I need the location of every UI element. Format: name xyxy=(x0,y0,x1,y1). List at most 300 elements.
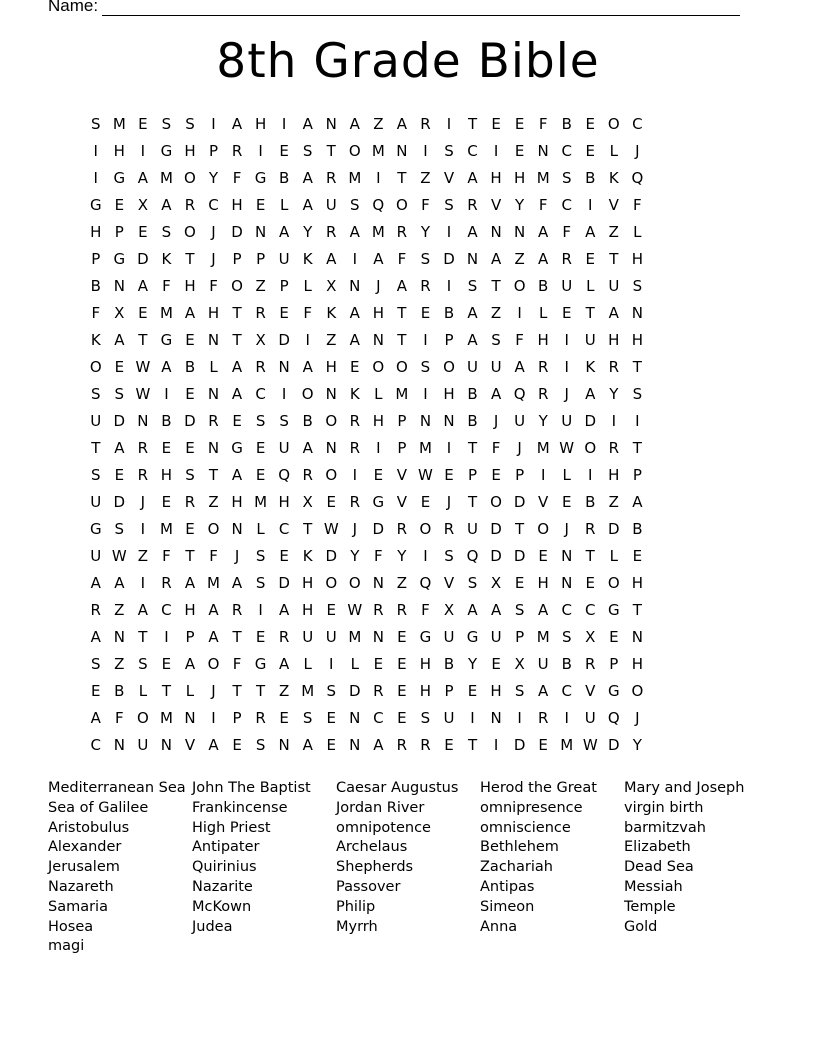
grid-letter: H xyxy=(419,682,432,700)
grid-letter: E xyxy=(326,709,336,727)
grid-letter: R xyxy=(585,655,596,673)
grid-letter: J xyxy=(564,385,569,403)
grid-letter: J xyxy=(564,520,569,538)
grid-letter: A xyxy=(467,304,478,322)
grid-letter: W xyxy=(111,547,127,565)
grid-letter: R xyxy=(231,142,243,160)
grid-letter: R xyxy=(537,709,549,727)
grid-letter: U xyxy=(443,628,455,646)
grid-letter: I xyxy=(376,169,381,187)
grid-letter: Z xyxy=(114,601,125,619)
grid-letter: B xyxy=(184,358,196,376)
grid-letter: N xyxy=(207,385,220,403)
grid-letter: I xyxy=(164,628,169,646)
grid-letter: B xyxy=(538,277,549,295)
grid-letter: G xyxy=(372,493,385,511)
grid-letter: E xyxy=(397,682,407,700)
grid-letter: U xyxy=(584,331,596,349)
grid-letter: I xyxy=(93,169,98,187)
grid-letter: L xyxy=(350,655,359,673)
grid-letter: I xyxy=(446,439,452,457)
grid-letter: N xyxy=(490,223,502,241)
grid-letter: R xyxy=(420,736,431,754)
word-list-item: barmitzvah xyxy=(624,819,706,836)
grid-letter: H xyxy=(278,493,290,511)
grid-letter: F xyxy=(232,169,242,187)
grid-letter: U xyxy=(278,439,290,457)
grid-letter: S xyxy=(255,547,266,565)
name-label: Name: xyxy=(48,0,99,15)
grid-letter: I xyxy=(211,709,216,727)
grid-letter: E xyxy=(538,736,548,754)
word-list-item: Alexander xyxy=(48,839,122,856)
grid-letter: H xyxy=(184,142,196,160)
grid-letter: F xyxy=(209,277,218,295)
grid-letter: B xyxy=(279,169,290,187)
word-list-item: Mary and Joseph xyxy=(624,780,745,796)
grid-letter: H xyxy=(372,412,384,430)
word-list-item: Shepherds xyxy=(336,859,414,876)
grid-letter: R xyxy=(302,466,313,484)
grid-letter: G xyxy=(160,142,173,160)
grid-letter: N xyxy=(325,385,337,403)
grid-letter: R xyxy=(467,196,478,214)
grid-letter: A xyxy=(349,331,360,349)
grid-letter: X xyxy=(585,628,596,646)
grid-letter: W xyxy=(418,466,433,484)
grid-letter: E xyxy=(255,628,266,646)
word-column xyxy=(192,779,336,957)
grid-letter: E xyxy=(185,520,195,538)
grid-letter: R xyxy=(396,223,408,241)
grid-letter: N xyxy=(631,628,643,646)
grid-letter: N xyxy=(231,520,243,538)
grid-letter: H xyxy=(302,574,314,592)
word-list-item: Jordan River xyxy=(336,799,425,816)
grid-letter: E xyxy=(350,358,360,376)
word-list-item: Herod the Great xyxy=(480,780,597,796)
grid-letter: R xyxy=(349,412,360,430)
grid-letter: T xyxy=(491,277,501,295)
grid-letter: T xyxy=(632,601,642,619)
grid-letter: B xyxy=(443,655,455,673)
grid-letter: I xyxy=(564,331,569,349)
grid-letter: O xyxy=(395,358,408,376)
grid-letter: A xyxy=(231,466,243,484)
grid-letter: R xyxy=(208,412,219,430)
grid-letter: S xyxy=(491,331,501,349)
grid-letter: O xyxy=(325,466,338,484)
grid-letter: M xyxy=(348,628,362,646)
grid-letter: E xyxy=(491,655,501,673)
grid-letter: B xyxy=(585,169,596,187)
grid-letter: S xyxy=(420,250,431,268)
grid-letter: D xyxy=(325,547,338,565)
grid-letter: Q xyxy=(372,196,385,214)
grid-letter: I xyxy=(423,331,428,349)
grid-letter: A xyxy=(114,439,125,457)
grid-letter: Y xyxy=(350,547,360,565)
grid-letter: Z xyxy=(608,493,619,511)
grid-letter: S xyxy=(91,115,101,133)
grid-letter: O xyxy=(419,520,432,538)
grid-letter: U xyxy=(325,196,337,214)
grid-letter: M xyxy=(348,169,362,187)
word-list-item: Anna xyxy=(480,918,518,935)
grid-letter: D xyxy=(278,331,290,349)
grid-letter: P xyxy=(279,277,289,295)
name-field xyxy=(48,0,740,16)
grid-letter: C xyxy=(467,142,478,160)
grid-letter: M xyxy=(560,736,574,754)
grid-letter: Q xyxy=(631,169,644,187)
grid-row xyxy=(84,357,649,384)
grid-letter: H xyxy=(513,169,526,187)
grid-letter: U xyxy=(561,412,573,430)
word-list-item: McKown xyxy=(192,898,252,915)
name-blank-line xyxy=(102,0,740,16)
grid-letter: E xyxy=(161,655,172,673)
grid-letter: M xyxy=(418,439,432,457)
grid-letter: O xyxy=(607,115,620,133)
word-list-item: Hosea xyxy=(48,918,94,935)
grid-letter: A xyxy=(349,223,360,241)
grid-letter: J xyxy=(234,547,240,565)
grid-letter: D xyxy=(372,520,385,538)
grid-letter: E xyxy=(420,493,431,511)
grid-letter: Q xyxy=(513,385,526,403)
grid-letter: Z xyxy=(514,250,525,268)
grid-letter: P xyxy=(515,628,525,646)
grid-letter: E xyxy=(585,115,595,133)
grid-letter: L xyxy=(138,682,148,700)
grid-letter: U xyxy=(137,736,149,754)
grid-letter: A xyxy=(396,277,408,295)
grid-letter: F xyxy=(538,115,548,133)
grid-letter: I xyxy=(140,142,146,160)
grid-letter: R xyxy=(537,385,549,403)
grid-letter: Z xyxy=(608,223,619,241)
grid-letter: S xyxy=(185,115,195,133)
grid-row xyxy=(84,681,649,708)
grid-letter: R xyxy=(373,682,384,700)
grid-letter: W xyxy=(323,520,339,538)
grid-letter: T xyxy=(467,493,478,511)
grid-letter: A xyxy=(137,277,148,295)
grid-letter: L xyxy=(633,223,642,241)
grid-letter: E xyxy=(279,142,289,160)
grid-letter: V xyxy=(443,574,455,592)
grid-letter: I xyxy=(493,142,499,160)
grid-letter: F xyxy=(232,655,242,673)
grid-letter: W xyxy=(559,439,575,457)
grid-row xyxy=(84,519,649,546)
grid-letter: U xyxy=(490,358,502,376)
grid-letter: F xyxy=(162,547,171,565)
grid-letter: U xyxy=(278,250,290,268)
grid-letter: N xyxy=(349,736,361,754)
grid-letter: E xyxy=(585,574,595,592)
grid-letter: J xyxy=(446,493,452,511)
grid-letter: C xyxy=(561,682,572,700)
grid-letter: A xyxy=(184,655,196,673)
grid-letter: W xyxy=(347,601,363,619)
grid-letter: N xyxy=(184,709,196,727)
grid-letter: M xyxy=(159,169,173,187)
grid-letter: B xyxy=(90,277,101,295)
grid-letter: X xyxy=(255,331,266,349)
grid-letter: A xyxy=(490,601,502,619)
grid-letter: D xyxy=(113,493,126,511)
grid-letter: P xyxy=(185,628,195,646)
grid-letter: D xyxy=(513,493,526,511)
grid-letter: A xyxy=(231,385,243,403)
grid-letter: D xyxy=(278,574,290,592)
grid-letter: I xyxy=(493,736,499,754)
grid-letter: A xyxy=(231,115,243,133)
grid-letter: E xyxy=(514,142,525,160)
grid-letter: O xyxy=(89,358,102,376)
grid-letter: I xyxy=(93,142,98,160)
grid-letter: U xyxy=(561,277,573,295)
grid-letter: T xyxy=(232,304,242,322)
grid-letter: Q xyxy=(607,709,620,727)
grid-letter: R xyxy=(231,601,243,619)
grid-letter: G xyxy=(607,682,620,700)
grid-letter: N xyxy=(160,736,173,754)
grid-letter: D xyxy=(443,250,455,268)
grid-letter: A xyxy=(184,304,196,322)
grid-row xyxy=(84,708,649,735)
word-list-item: omniscience xyxy=(480,819,571,836)
grid-letter: N xyxy=(631,304,643,322)
grid-letter: O xyxy=(490,493,502,511)
grid-letter: C xyxy=(373,709,384,727)
grid-letter: E xyxy=(514,115,525,133)
grid-letter: A xyxy=(585,385,596,403)
word-list-item: John The Baptist xyxy=(192,780,311,796)
grid-letter: U xyxy=(608,277,620,295)
grid-letter: L xyxy=(303,655,312,673)
grid-letter: H xyxy=(231,196,243,214)
grid-letter: Y xyxy=(467,655,478,673)
grid-letter: I xyxy=(281,385,287,403)
page-title: 8th Grade Bible xyxy=(216,34,600,89)
grid-letter: H xyxy=(537,574,549,592)
grid-row xyxy=(84,276,649,303)
word-column xyxy=(48,779,192,957)
grid-letter: F xyxy=(491,439,501,457)
grid-letter: D xyxy=(349,682,361,700)
grid-letter: Q xyxy=(466,547,479,565)
grid-letter: T xyxy=(232,331,242,349)
grid-letter: I xyxy=(611,412,617,430)
grid-letter: D xyxy=(608,736,620,754)
grid-letter: C xyxy=(255,385,266,403)
grid-letter: I xyxy=(517,304,522,322)
grid-letter: E xyxy=(161,439,172,457)
grid-letter: N xyxy=(207,439,220,457)
grid-letter: A xyxy=(208,628,219,646)
grid-letter: I xyxy=(540,466,546,484)
grid-letter: N xyxy=(561,574,573,592)
grid-letter: V xyxy=(396,466,408,484)
grid-letter: L xyxy=(374,385,383,403)
grid-letter: W xyxy=(582,736,598,754)
grid-letter: E xyxy=(632,547,643,565)
grid-letter: V xyxy=(490,196,502,214)
grid-letter: A xyxy=(585,223,596,241)
grid-letter: H xyxy=(90,223,102,241)
grid-letter: J xyxy=(376,277,381,295)
grid-letter: H xyxy=(631,250,643,268)
grid-letter: I xyxy=(588,196,593,214)
grid-letter: A xyxy=(302,115,313,133)
grid-letter: A xyxy=(326,250,337,268)
grid-letter: F xyxy=(633,196,642,214)
grid-letter: G xyxy=(607,601,620,619)
word-column xyxy=(336,779,480,957)
grid-letter: N xyxy=(466,250,479,268)
word-list-item: Nazareth xyxy=(48,878,114,895)
grid-letter: A xyxy=(231,574,243,592)
grid-letter: P xyxy=(208,142,219,160)
grid-letter: N xyxy=(137,412,149,430)
grid-letter: E xyxy=(114,358,125,376)
grid-letter: A xyxy=(302,169,313,187)
grid-letter: A xyxy=(161,196,172,214)
grid-letter: Y xyxy=(420,223,431,241)
grid-letter: O xyxy=(207,655,220,673)
grid-letter: A xyxy=(184,574,196,592)
grid-letter: S xyxy=(467,277,478,295)
grid-letter: R xyxy=(278,628,290,646)
grid-letter: X xyxy=(326,277,337,295)
grid-letter: B xyxy=(467,412,478,430)
grid-letter: B xyxy=(443,304,455,322)
grid-letter: O xyxy=(184,223,196,241)
grid-letter: N xyxy=(537,142,549,160)
grid-letter: R xyxy=(396,520,408,538)
grid-row xyxy=(84,195,649,222)
grid-letter: O xyxy=(513,277,526,295)
grid-letter: H xyxy=(419,655,432,673)
grid-letter: E xyxy=(467,682,478,700)
grid-letter: N xyxy=(113,277,125,295)
grid-letter: N xyxy=(443,412,455,430)
grid-letter: R xyxy=(537,358,549,376)
grid-letter: C xyxy=(585,601,596,619)
grid-letter: E xyxy=(397,628,407,646)
grid-letter: I xyxy=(329,655,334,673)
grid-letter: E xyxy=(91,682,101,700)
grid-letter: Z xyxy=(255,277,266,295)
grid-letter: D xyxy=(113,412,126,430)
grid-letter: L xyxy=(279,196,289,214)
grid-letter: I xyxy=(352,250,357,268)
grid-row xyxy=(84,627,649,654)
grid-letter: B xyxy=(467,385,478,403)
word-list-item: Temple xyxy=(624,898,676,915)
grid-letter: S xyxy=(255,736,266,754)
grid-letter: P xyxy=(114,223,124,241)
grid-letter: E xyxy=(138,304,148,322)
grid-letter: A xyxy=(208,601,219,619)
grid-letter: H xyxy=(113,142,125,160)
grid-letter: K xyxy=(161,250,172,268)
grid-letter: T xyxy=(91,439,101,457)
grid-letter: N xyxy=(278,736,290,754)
grid-letter: V xyxy=(184,736,196,754)
grid-row xyxy=(84,654,649,681)
grid-letter: F xyxy=(115,709,124,727)
grid-letter: S xyxy=(138,655,148,673)
grid-letter: I xyxy=(588,466,593,484)
grid-letter: T xyxy=(185,250,195,268)
grid-letter: R xyxy=(184,493,196,511)
word-list-item: Dead Sea xyxy=(624,859,694,876)
grid-letter: S xyxy=(444,547,454,565)
grid-letter: S xyxy=(514,682,525,700)
grid-letter: K xyxy=(302,250,313,268)
grid-letter: I xyxy=(376,439,381,457)
grid-letter: H xyxy=(302,601,314,619)
grid-letter: C xyxy=(208,196,219,214)
grid-letter: G xyxy=(231,439,243,457)
grid-letter: N xyxy=(396,142,408,160)
grid-letter: E xyxy=(420,304,431,322)
grid-letter: R xyxy=(585,520,596,538)
grid-letter: R xyxy=(326,223,337,241)
grid-letter: F xyxy=(515,331,524,349)
grid-letter: A xyxy=(396,115,408,133)
grid-letter: H xyxy=(490,682,502,700)
grid-letter: A xyxy=(467,601,478,619)
grid-letter: B xyxy=(561,115,572,133)
word-list-item: Myrrh xyxy=(336,918,378,935)
word-list-item: Passover xyxy=(336,878,401,895)
grid-letter: E xyxy=(538,547,548,565)
grid-letter: Y xyxy=(609,385,619,403)
grid-letter: M xyxy=(371,142,385,160)
grid-letter: A xyxy=(302,196,313,214)
grid-letter: L xyxy=(256,520,265,538)
grid-letter: P xyxy=(91,250,101,268)
grid-letter: I xyxy=(423,547,428,565)
grid-letter: E xyxy=(185,385,195,403)
grid-letter: L xyxy=(538,304,548,322)
grid-row xyxy=(84,168,649,195)
grid-letter: A xyxy=(490,250,502,268)
grid-letter: A xyxy=(114,331,125,349)
grid-letter: H xyxy=(184,601,196,619)
grid-letter: S xyxy=(632,385,643,403)
grid-letter: T xyxy=(326,142,336,160)
grid-letter: U xyxy=(514,412,526,430)
grid-letter: H xyxy=(207,304,220,322)
grid-letter: T xyxy=(632,358,642,376)
grid-letter: A xyxy=(632,493,643,511)
grid-letter: A xyxy=(373,250,384,268)
grid-letter: D xyxy=(513,736,526,754)
word-list-item: Jerusalem xyxy=(48,859,120,876)
grid-letter: T xyxy=(397,304,407,322)
grid-letter: L xyxy=(609,547,618,565)
grid-letter: A xyxy=(279,655,290,673)
grid-letter: X xyxy=(114,304,125,322)
grid-letter: I xyxy=(211,115,216,133)
grid-letter: M xyxy=(159,304,173,322)
